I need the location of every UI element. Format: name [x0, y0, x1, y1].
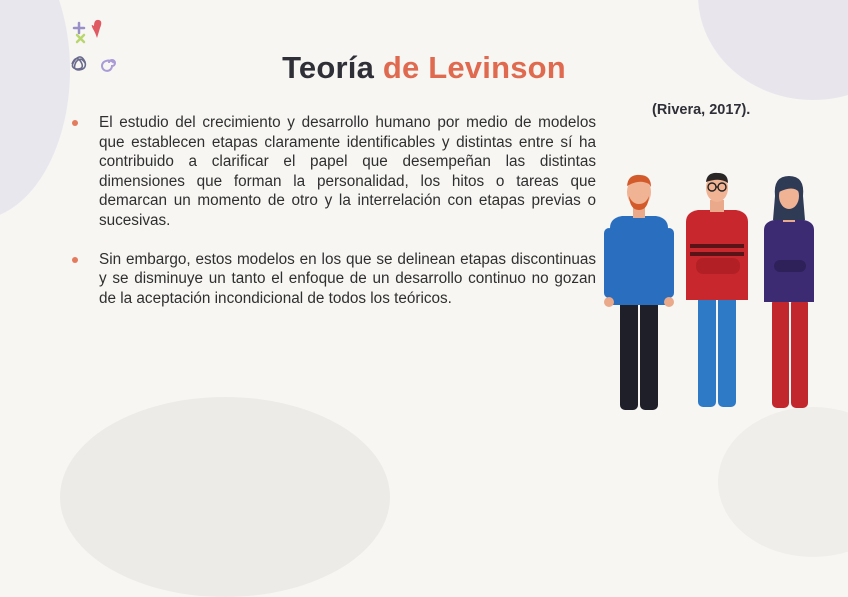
background-blob-top-left: [0, 0, 70, 220]
bullet-list: [70, 113, 596, 327]
bullet-text: Sin embargo, estos modelos en los que se delinean etapas discontinuas y se disminuye un tanto el enfoque de un desarrollo continuo no gozan de la aceptación incondicional de todos los teóricos.: [99, 250, 596, 307]
bullet-dot: [72, 120, 78, 126]
page-title: [0, 50, 848, 86]
person-right-figure: [764, 176, 814, 408]
heart-icon: [92, 20, 102, 38]
bullet-dot: [72, 257, 78, 263]
person-middle-figure: [686, 173, 748, 407]
person-left-figure: [604, 175, 674, 410]
background-blob-bottom-right: [718, 407, 848, 557]
cross-icon: [77, 35, 84, 42]
plus-icon: [74, 23, 84, 33]
title-accent-part: de Levinson: [382, 50, 566, 85]
people-illustration: [600, 170, 830, 420]
title-dark-part: Teoría: [282, 50, 375, 85]
bullet-item: [70, 113, 596, 231]
background-blob-bottom: [60, 397, 390, 597]
bullet-item: [70, 250, 596, 309]
citation: (Rivera, 2017).: [652, 102, 751, 118]
bullet-text: El estudio del crecimiento y desarrollo humano por medio de modelos que establecen etapas claramente identificables y distintas entre sí ha contribuido a clarificar el papel que desempeñan las distintas dimensiones que forman la personalidad, los hitos o tareas que demarcan un momento de otro y la interrelación con etapas previas o sucesivas.: [99, 114, 596, 229]
